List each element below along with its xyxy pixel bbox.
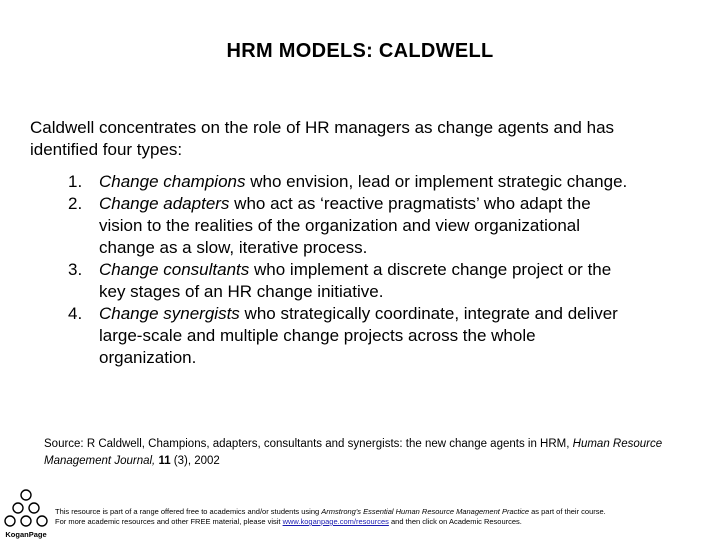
footer-text: and then click on Academic Resources. xyxy=(388,517,522,526)
list-item xyxy=(68,259,628,303)
list-item-number: 4. xyxy=(68,304,83,323)
resources-link[interactable]: www.koganpage.com/resources xyxy=(282,517,389,526)
footer-text: This resource is part of a range offered free to academics and/or students using xyxy=(55,507,322,516)
list-item xyxy=(68,303,628,369)
list-item-term: Change adapters xyxy=(99,194,230,213)
list-item xyxy=(68,171,628,193)
footer-line-2 xyxy=(55,517,720,527)
list-item-text: who act as ‘reactive pragmatists’ who adapt the vision to the realities of the organization and view organizational change as a slow, iterative process. xyxy=(99,194,591,257)
footer-line-1 xyxy=(55,507,720,517)
list-item-term: Change champions xyxy=(99,172,246,191)
source-prefix: Source: R Caldwell, Champions, adapters, consultants and synergists: the new change agents in HRM, xyxy=(44,438,573,450)
footer-text: as part of their course. xyxy=(529,507,606,516)
source-suffix: (3), 2002 xyxy=(170,455,220,467)
list-item-number: 3. xyxy=(68,260,83,279)
list-item-text: who strategically coordinate, integrate and deliver large-scale and multiple change projects across the whole organization. xyxy=(99,304,618,367)
list-item-term: Change consultants xyxy=(99,260,250,279)
list-item-number: 2. xyxy=(68,194,83,213)
intro-paragraph: Caldwell concentrates on the role of HR managers as change agents and has identified four types: xyxy=(30,118,615,159)
list-item-text: who implement a discrete change project or the key stages of an HR change initiative. xyxy=(99,260,612,301)
source-citation xyxy=(44,436,694,470)
source-volume: 11 xyxy=(158,455,171,467)
list-item-term: Change synergists xyxy=(99,304,240,323)
footer-note xyxy=(55,507,720,527)
logo-wordmark: KoganPage xyxy=(5,530,47,539)
footer-book-title: Armstrong's Essential Human Resource Management Practice xyxy=(321,507,530,516)
list-item-text: who envision, lead or implement strategic change. xyxy=(245,172,628,191)
page-title: HRM MODELS: CALDWELL xyxy=(226,40,494,62)
source-journal: Human Resource Management Journal, xyxy=(44,438,663,467)
footer-text: For more academic resources and other FREE material, please visit xyxy=(55,517,283,526)
change-agent-types-list xyxy=(68,171,628,369)
list-item-number: 1. xyxy=(68,172,83,191)
list-item xyxy=(68,193,628,259)
